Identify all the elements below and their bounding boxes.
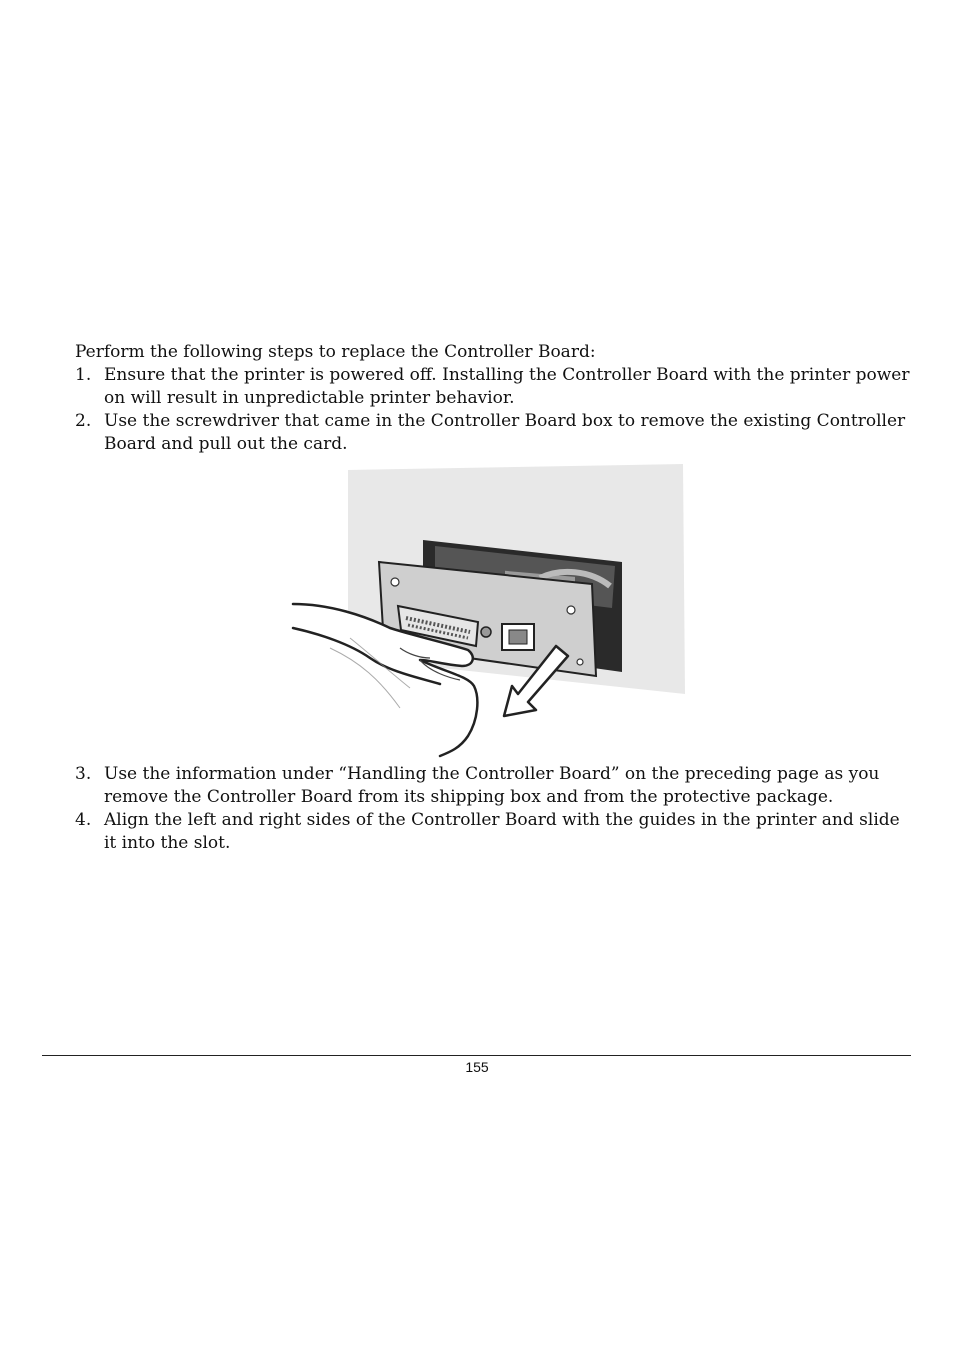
step-item bbox=[75, 410, 915, 456]
step-number: 3. bbox=[75, 764, 92, 784]
step-text: Ensure that the printer is powered off. Installing the Controller Board with the printer power on will result in unpredictable printer behavior. bbox=[104, 365, 910, 408]
steps-list-second bbox=[75, 763, 915, 855]
step-item bbox=[75, 763, 915, 809]
ethernet-jack bbox=[509, 630, 527, 644]
footer-rule bbox=[42, 1055, 911, 1056]
faceplate-screw-hole bbox=[577, 659, 583, 665]
step-item bbox=[75, 364, 915, 410]
steps-list-first bbox=[75, 364, 915, 456]
step-text: Use the screwdriver that came in the Controller Board box to remove the existing Controller Board and pull out the card. bbox=[104, 411, 906, 454]
page-number: 155 bbox=[465, 1059, 489, 1075]
step-number: 2. bbox=[75, 411, 92, 431]
faceplate-screw-hole bbox=[391, 578, 399, 586]
faceplate-screw-hole bbox=[567, 606, 575, 614]
step-text: Align the left and right sides of the Controller Board with the guides in the printer and slide it into the slot. bbox=[104, 810, 900, 853]
step-number: 4. bbox=[75, 810, 92, 830]
step-text: Use the information under “Handling the Controller Board” on the preceding page as you remove the Controller Board from its shipping box and from the protective package. bbox=[104, 764, 880, 807]
intro-paragraph: Perform the following steps to replace the Controller Board: bbox=[75, 342, 596, 362]
step-number: 1. bbox=[75, 365, 92, 385]
port-screw bbox=[481, 627, 491, 637]
step-item bbox=[75, 809, 915, 855]
controller-board-removal-illustration bbox=[290, 458, 690, 768]
